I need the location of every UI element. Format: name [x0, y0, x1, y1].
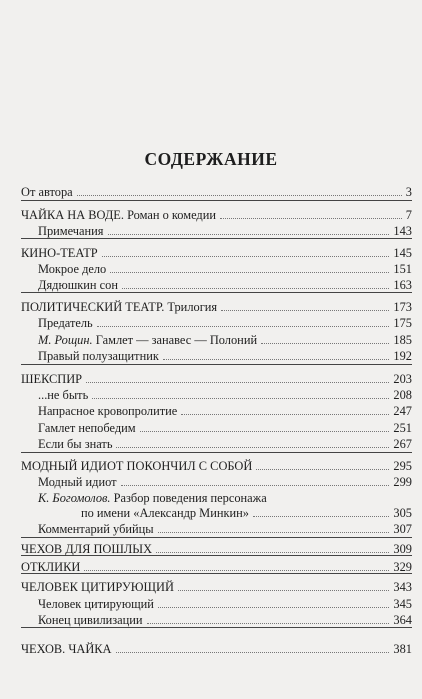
toc-entry-page: 3 — [405, 185, 412, 199]
toc-entry[interactable] — [38, 347, 412, 363]
toc-leader — [92, 398, 389, 399]
toc-entry[interactable] — [38, 260, 412, 276]
toc-entry[interactable] — [38, 520, 412, 536]
toc-leader — [221, 310, 389, 311]
toc-leader — [108, 234, 390, 235]
toc-entry[interactable] — [38, 402, 412, 418]
toc-entry-title: Комментарий убийцы — [38, 522, 154, 536]
toc-entry-title: Мокрое дело — [38, 262, 107, 276]
toc-entry[interactable] — [38, 419, 412, 435]
toc-entry[interactable] — [38, 611, 412, 627]
toc-entry-title: От автора — [21, 185, 73, 199]
toc-entry-title: ЧЕЛОВЕК ЦИТИРУЮЩИЙ — [21, 580, 174, 594]
toc-entry-title: ШЕКСПИР — [21, 372, 83, 386]
toc-entry-author: К. Богомолов. — [38, 491, 111, 505]
toc-entry-page: 307 — [393, 522, 412, 536]
toc-entry-title: Примечания — [38, 224, 104, 238]
toc-entry[interactable] — [38, 473, 412, 489]
toc-leader — [253, 516, 389, 517]
toc-entry-continuation[interactable] — [81, 504, 412, 520]
toc-entry-page: 345 — [393, 597, 412, 611]
toc-entry-title — [38, 333, 257, 347]
toc-entry-page: 143 — [393, 224, 412, 238]
toc-leader — [86, 382, 389, 383]
toc-entry-title: ЧЕХОВ. ЧАЙКА — [21, 642, 112, 656]
toc-leader — [116, 652, 390, 653]
toc-entry-page: 305 — [393, 506, 412, 520]
divider — [21, 292, 412, 293]
toc-entry-page: 151 — [393, 262, 412, 276]
toc-entry-page: 329 — [393, 560, 412, 574]
toc-entry[interactable] — [21, 457, 412, 473]
toc-entry-title: Предатель — [38, 316, 93, 330]
divider — [21, 452, 412, 453]
toc-leader — [147, 623, 390, 624]
toc-entry[interactable] — [21, 640, 412, 656]
toc-entry-page: 267 — [393, 437, 412, 451]
toc-entry-author: М. Рощин. — [38, 333, 93, 347]
toc-entry[interactable] — [21, 183, 412, 199]
toc-leader — [84, 570, 389, 571]
toc-leader — [158, 607, 389, 608]
toc-entry[interactable] — [21, 540, 412, 556]
toc-entry-title: Гамлет непобедим — [38, 421, 136, 435]
toc-entry-page: 299 — [393, 475, 412, 489]
toc-leader — [220, 218, 402, 219]
toc-entry-title — [38, 491, 267, 505]
toc-entry-page: 208 — [393, 388, 412, 402]
toc-entry[interactable] — [21, 558, 412, 574]
toc-entry-page: 364 — [393, 613, 412, 627]
toc-entry-title: Если бы знать — [38, 437, 113, 451]
toc-entry-title-text: Разбор поведения персонажа — [113, 491, 267, 505]
page-title: СОДЕРЖАНИЕ — [144, 149, 278, 169]
divider — [21, 364, 412, 365]
toc-leader — [102, 256, 390, 257]
toc-leader — [261, 343, 389, 344]
toc-entry[interactable] — [21, 578, 412, 594]
divider — [21, 537, 412, 538]
toc-leader — [163, 359, 390, 360]
toc-entry-title: КИНО-ТЕАТР — [21, 246, 98, 260]
toc-entry-page: 185 — [393, 333, 412, 347]
toc-entry-page: 381 — [393, 642, 412, 656]
toc-entry[interactable] — [38, 435, 412, 451]
toc-leader — [77, 195, 402, 196]
toc-leader — [181, 414, 389, 415]
toc-entry-page: 163 — [393, 278, 412, 292]
toc-entry-title: Модный идиот — [38, 475, 117, 489]
toc-entry-page: 343 — [393, 580, 412, 594]
toc-leader — [140, 431, 390, 432]
toc-entry-title: Дядюшкин сон — [38, 278, 118, 292]
toc-entry[interactable] — [38, 331, 412, 347]
toc-entry-page: 175 — [393, 316, 412, 330]
toc-entry-title: ПОЛИТИЧЕСКИЙ ТЕАТР. Трилогия — [21, 300, 218, 314]
toc-leader — [178, 590, 390, 591]
divider — [21, 238, 412, 239]
toc-entry[interactable] — [38, 314, 412, 330]
toc-entry-title: Человек цитирующий — [38, 597, 154, 611]
divider — [21, 627, 412, 628]
toc-entry[interactable] — [38, 222, 412, 238]
toc-entry-page: 295 — [393, 459, 412, 473]
toc-entry-title: МОДНЫЙ ИДИОТ ПОКОНЧИЛ С СОБОЙ — [21, 459, 253, 473]
toc-entry-title: Правый полузащитник — [38, 349, 159, 363]
toc-entry[interactable] — [21, 244, 412, 260]
toc-entry[interactable] — [38, 489, 412, 505]
toc-leader — [156, 552, 389, 553]
toc-entry-title-text: Гамлет — занавес — Полоний — [95, 333, 258, 347]
toc-entry-page: 251 — [393, 421, 412, 435]
toc-entry[interactable] — [21, 206, 412, 222]
toc-entry-page: 145 — [393, 246, 412, 260]
toc-entry[interactable] — [21, 298, 412, 314]
toc-entry[interactable] — [38, 276, 412, 292]
toc-entry-page: 173 — [393, 300, 412, 314]
toc-entry-title: ...не быть — [38, 388, 89, 402]
toc-entry-page: 203 — [393, 372, 412, 386]
toc-leader — [158, 532, 390, 533]
toc-entry[interactable] — [21, 370, 412, 386]
toc-entry-title: ЧАЙКА НА ВОДЕ. Роман о комедии — [21, 208, 216, 222]
toc-entry-page: 247 — [393, 404, 412, 418]
toc-entry[interactable] — [38, 595, 412, 611]
toc-leader — [110, 272, 389, 273]
toc-leader — [122, 288, 389, 289]
toc-entry-title: Напрасное кровопролитие — [38, 404, 178, 418]
toc-leader — [256, 469, 389, 470]
divider — [21, 200, 412, 201]
toc-leader — [116, 447, 389, 448]
toc-entry-title: по имени «Александр Минкин» — [81, 506, 249, 520]
toc-leader — [121, 485, 390, 486]
toc-entry-title: ЧЕХОВ ДЛЯ ПОШЛЫХ — [21, 542, 153, 556]
toc-entry-page: 192 — [393, 349, 412, 363]
toc-entry-page: 309 — [393, 542, 412, 556]
toc-entry-title: Конец цивилизации — [38, 613, 143, 627]
toc-leader — [97, 326, 390, 327]
toc-entry-page: 7 — [405, 208, 412, 222]
toc-entry[interactable] — [38, 386, 412, 402]
toc-entry-title: ОТКЛИКИ — [21, 560, 81, 574]
